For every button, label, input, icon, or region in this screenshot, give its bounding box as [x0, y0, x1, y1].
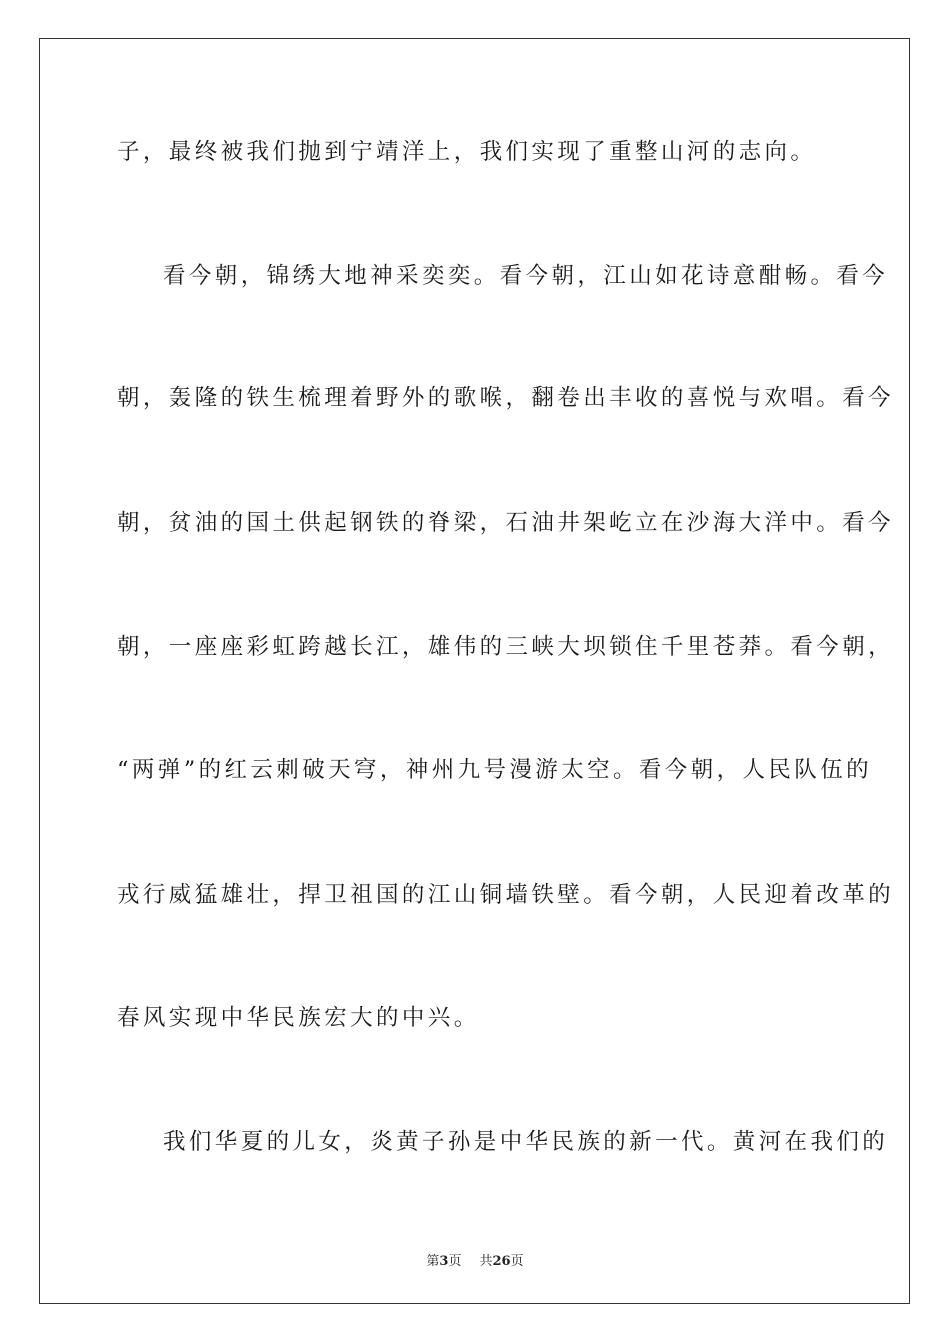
text-line: “两弹”的红云刺破天穹，神州九号漫游太空。看今朝，人民队伍的	[117, 757, 873, 783]
text-line: 我们华夏的儿女，炎黄子孙是中华民族的新一代。黄河在我们的	[163, 1129, 889, 1155]
page-border	[39, 38, 910, 1304]
text-line: 朝，轰隆的铁生梳理着野外的歌喉，翻卷出丰收的喜悦与欢唱。看今	[117, 385, 895, 411]
total-pages: 26	[492, 1254, 511, 1269]
page-number: 3	[439, 1254, 449, 1269]
text-line: 戎行威猛雄壮，捍卫祖国的江山铜墙铁壁。看今朝，人民迎着改革的	[117, 882, 895, 908]
text-line: 看今朝，锦绣大地神采奕奕。看今朝，江山如花诗意酣畅。看今	[163, 263, 889, 289]
page-footer	[0, 1250, 950, 1269]
text-line: 春风实现中华民族宏大的中兴。	[117, 1005, 480, 1031]
page-prefix: 第	[426, 1254, 440, 1269]
total-suffix: 页	[510, 1254, 524, 1269]
text-line: 朝，一座座彩虹跨越长江，雄伟的三峡大坝锁住千里苍莽。看今朝，	[117, 634, 895, 660]
text-line: 子，最终被我们抛到宁靖洋上，我们实现了重整山河的志向。	[117, 139, 817, 165]
page-suffix: 页	[448, 1254, 462, 1269]
text-line: 朝，贫油的国土供起钢铁的脊梁，石油井架屹立在沙海大洋中。看今	[117, 510, 895, 536]
total-prefix: 共	[479, 1254, 493, 1269]
